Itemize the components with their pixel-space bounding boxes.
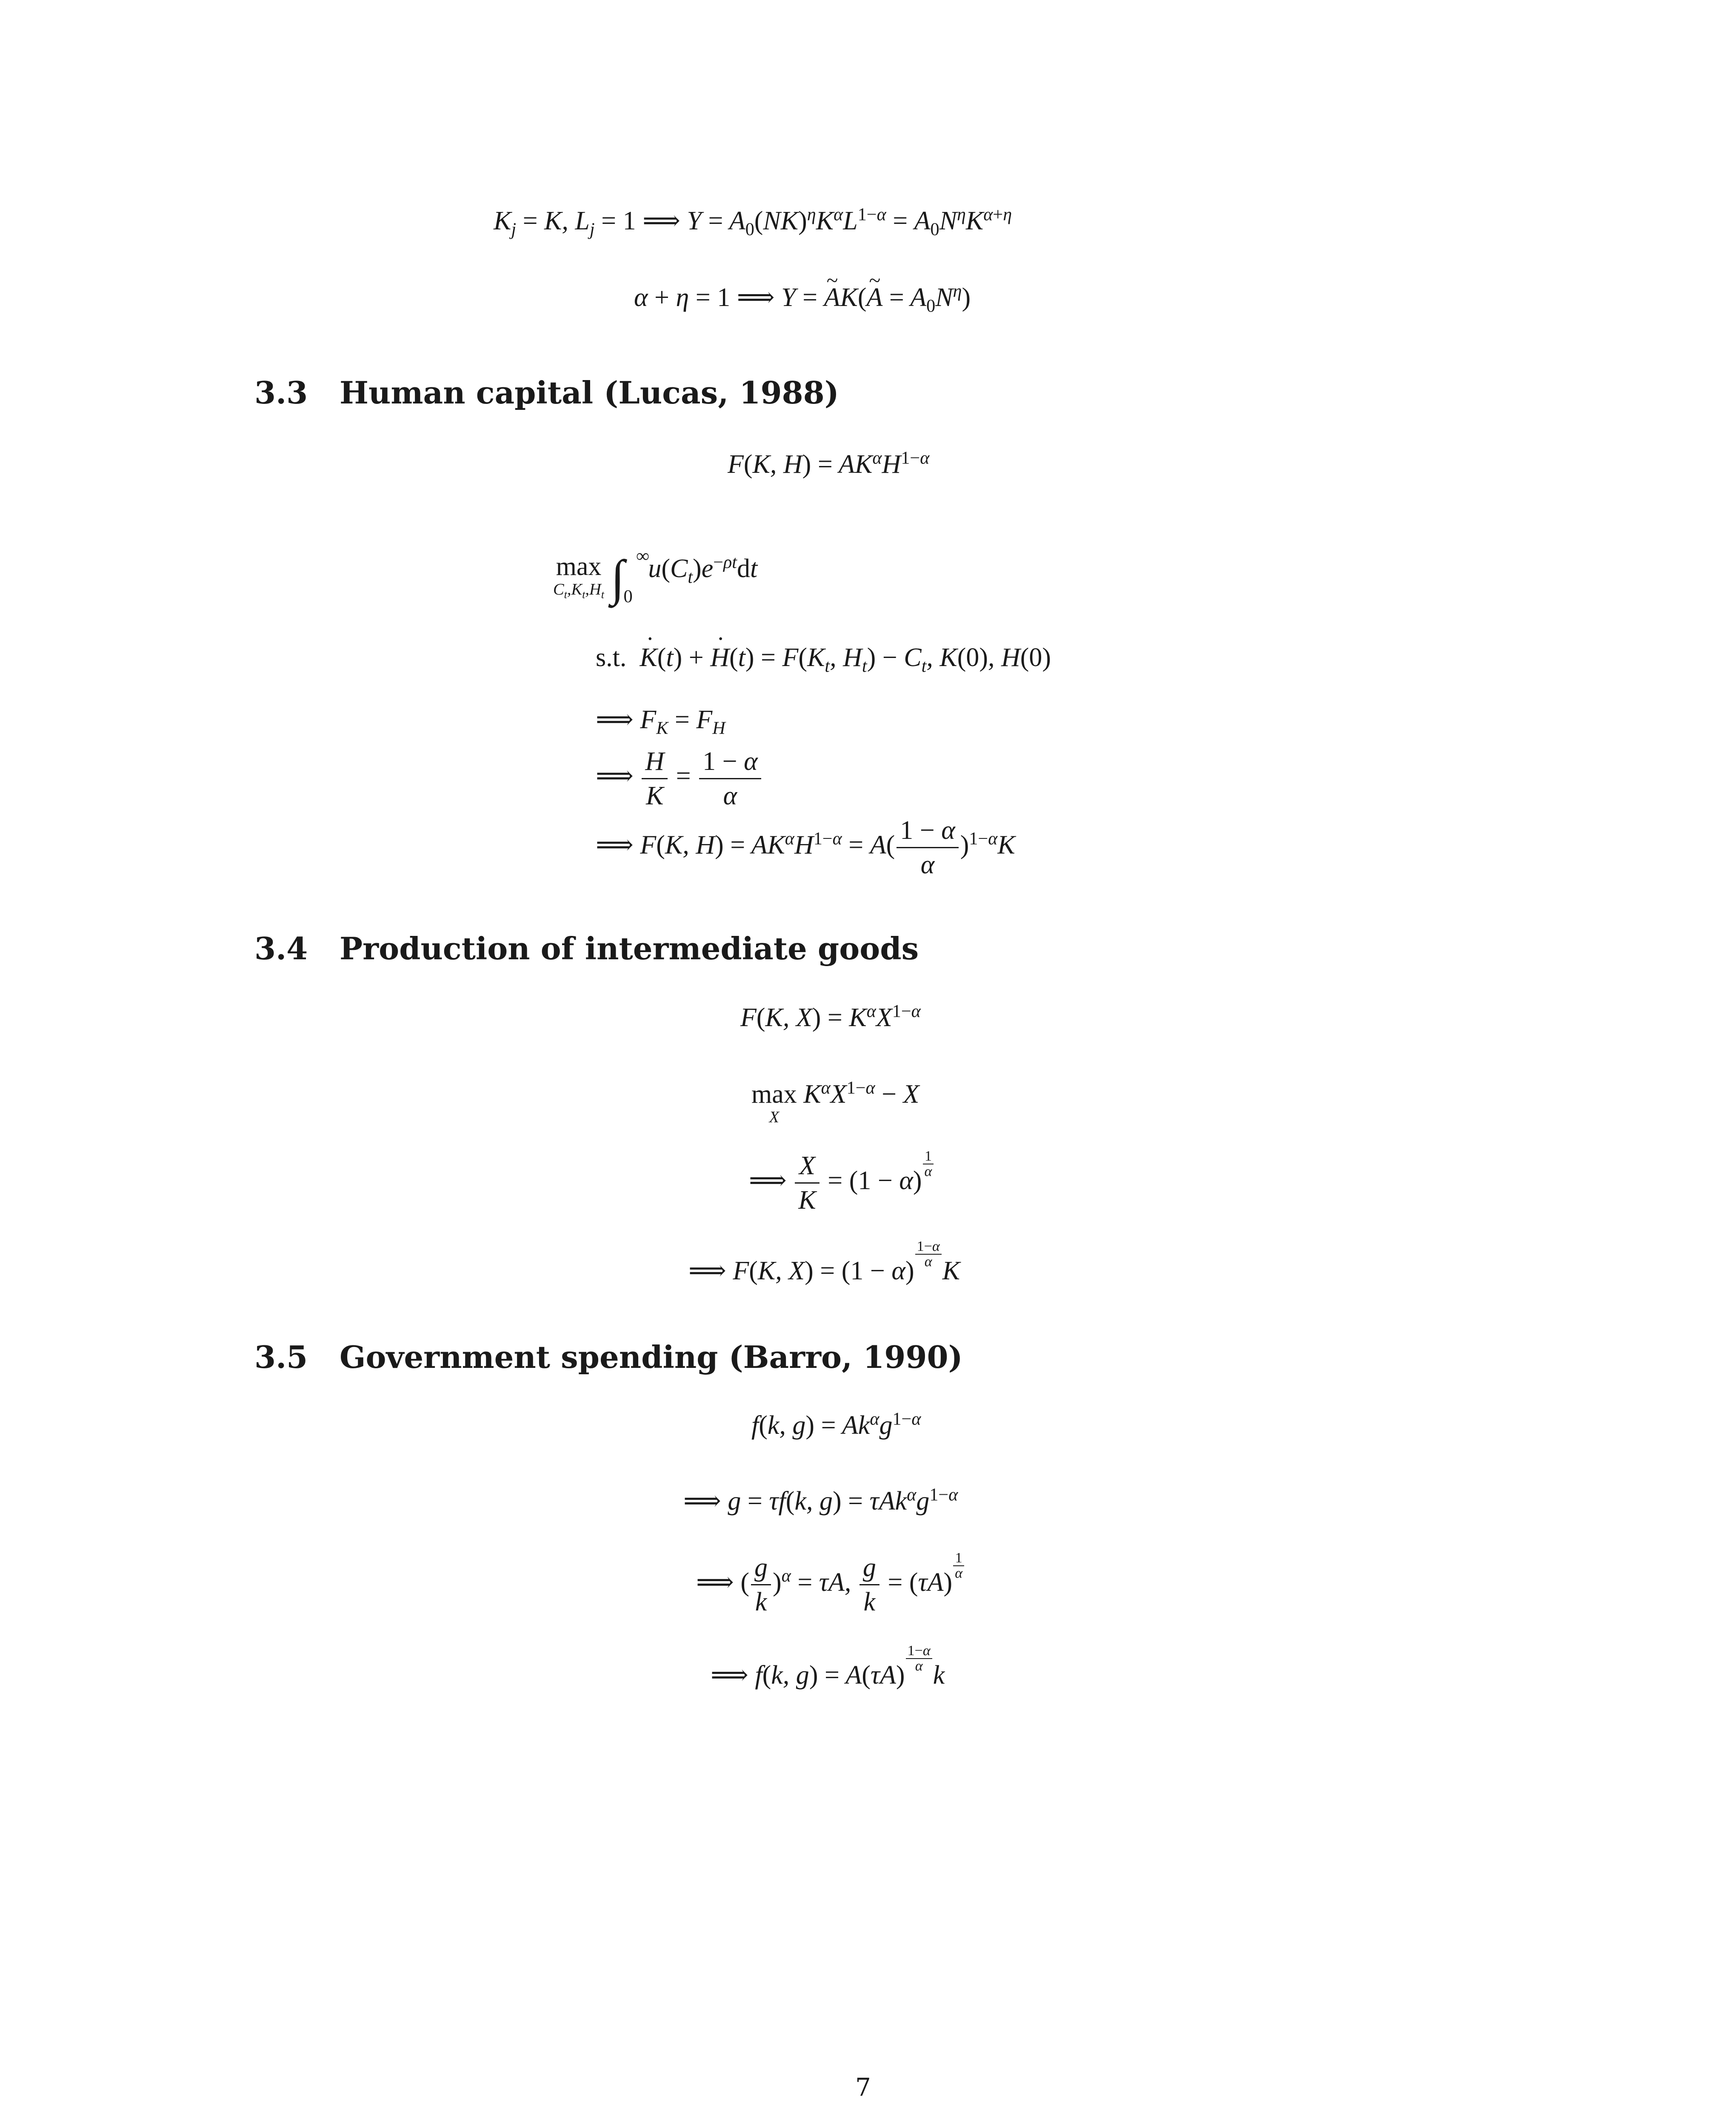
equation-3-3-f: ⟹ F(K, $H) = AK^\alpha H^{1-\alpha} = A$( $\frac{1 - \alpha}{\alpha}$ )$^{1-\alpha}$K — [596, 816, 1015, 879]
equation-3-5-d: ⟹ f(k, g) = A(τA) $\frac{1-\alpha}{\alpha}$ k — [711, 1643, 945, 1690]
section-number: 3.5 — [254, 1339, 308, 1375]
page-number: 7 — [855, 2073, 871, 2102]
equation-3-4-d: ⟹ F(K, X) = (1 − α) $\frac{1-\alpha}{\alpha}$ K — [688, 1238, 960, 1285]
equation-3-4-c: ⟹ $\frac{X}{K}$ = (1 − α) $\frac{1}{\alpha}$ — [749, 1149, 934, 1213]
section-number: 3.4 — [254, 930, 308, 967]
equation-3-3-a: F(K, $H) = AK^\alpha H^{1-\alpha}$ — [728, 448, 930, 479]
equation-3-3-e: ⟹ $\frac{H}{K}$ = $\frac{1 - \alpha}{\alpha}$ — [596, 748, 763, 809]
equation-3-3-c: s.t. K ˙(t) + H ˙(t) = $F(K_t$, $H_t) - C_t$, K(0), H(0) — [596, 644, 1051, 671]
section-heading-3-3 — [254, 375, 839, 411]
equation-3-3-d: ⟹ $F_K = F_H$ — [596, 705, 725, 738]
section-title: Production of intermediate goods — [340, 930, 919, 967]
watermark — [1225, 2119, 1736, 2128]
equation-1: $K_j = K$, $L_j = 1$ ⟹ $Y = A_0(NK)^\eta K^\alpha L^{1-\alpha} = A_0N^\eta K^{\alpha+\eta}$ — [494, 204, 1012, 240]
section-number: 3.3 — [254, 375, 308, 411]
section-heading-3-4 — [254, 930, 919, 967]
equation-3-4-a: F(K, $X) = K^\alpha X^{1-\alpha}$ — [740, 1001, 921, 1032]
equation-3-4-b: max X $K^\alpha X^{1-\alpha} - X$ — [751, 1078, 919, 1126]
equation-3-5-a: f(k, $g) = Ak^\alpha g^{1-\alpha}$ — [751, 1409, 921, 1440]
equation-3-3-b: max $C_t,K_t,H_t$ ∫ ∞ 0 $u(C_t)e^{-\rho t}dt$ — [553, 546, 758, 607]
section-heading-3-5 — [254, 1339, 963, 1375]
section-title: Human capital (Lucas, 1988) — [340, 375, 839, 411]
equation-3-5-c: ⟹ ( $\frac{g}{k}$ )$^\alpha$ = τA, $\frac{g}{k}$ = (τA) $\frac{1}{\alpha}$ — [696, 1551, 965, 1615]
equation-2: α + η = 1 ⟹ Y = A ~K(A ~ = $A_0N^\eta$) — [634, 284, 971, 311]
equation-3-5-b: ⟹ g = τf(k, $g) = \tau Ak^\alpha g^{1-\alpha}$ — [683, 1484, 958, 1516]
section-title: Government spending (Barro, 1990) — [340, 1339, 963, 1375]
